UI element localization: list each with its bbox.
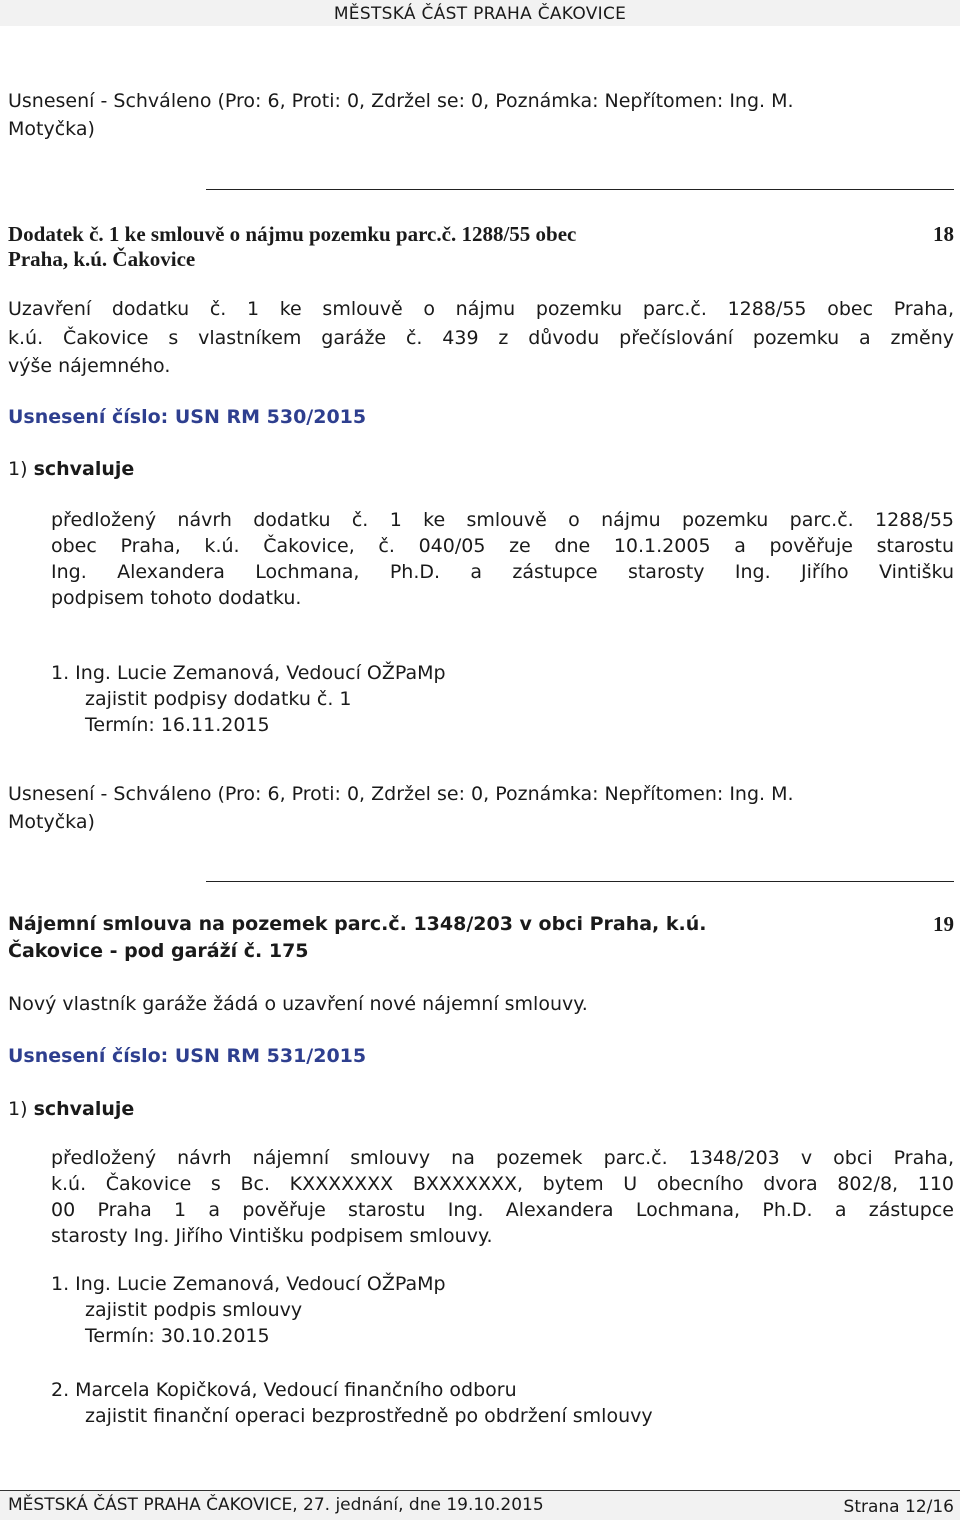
resolution-body: podpisem tohoto dodatku. bbox=[51, 587, 302, 609]
vote-result-line: Motyčka) bbox=[8, 811, 95, 833]
item-title: Nájemní smlouva na pozemek parc.č. 1348/203 v obci Praha, k.ú. bbox=[8, 913, 707, 935]
item-description: Nový vlastník garáže žádá o uzavření nové nájemní smlouvy. bbox=[8, 993, 588, 1015]
page-header bbox=[0, 0, 960, 26]
task-person: 1. Ing. Lucie Zemanová, Vedoucí OŽPaMp bbox=[51, 662, 446, 684]
resolution-body: k.ú. Čakovice s Bc. KXXXXXXX BXXXXXXX, bytem U obecního dvora 802/8, 110 bbox=[51, 1173, 954, 1195]
resolution-body: 00 Praha 1 a pověřuje starostu Ing. Alexandera Lochmana, Ph.D. a zástupce bbox=[51, 1199, 954, 1221]
task-action: zajistit finanční operaci bezprostředně po obdržení smlouvy bbox=[85, 1405, 653, 1427]
approve-number: 1) bbox=[8, 1098, 28, 1120]
resolution-body: starosty Ing. Jiřího Vintišku podpisem smlouvy. bbox=[51, 1225, 493, 1247]
resolution-body: Ing. Alexandera Lochmana, Ph.D. a zástupce starosty Ing. Jiřího Vintišku bbox=[51, 561, 954, 583]
resolution-body: předložený návrh dodatku č. 1 ke smlouvě o nájmu pozemku parc.č. 1288/55 bbox=[51, 509, 954, 531]
resolution-number: Usnesení číslo: USN RM 530/2015 bbox=[8, 406, 367, 428]
resolution-body: obec Praha, k.ú. Čakovice, č. 040/05 ze dne 10.1.2005 a pověřuje starostu bbox=[51, 535, 954, 557]
item-title: Čakovice - pod garáží č. 175 bbox=[8, 940, 309, 962]
resolution-number: Usnesení číslo: USN RM 531/2015 bbox=[8, 1045, 367, 1067]
item-description: výše nájemného. bbox=[8, 355, 171, 377]
section-divider bbox=[206, 881, 954, 882]
footer-meeting-info: MĚSTSKÁ ČÁST PRAHA ČAKOVICE, 27. jednání, dne 19.10.2015 bbox=[8, 1495, 544, 1515]
task-deadline: Termín: 30.10.2015 bbox=[85, 1325, 270, 1347]
page-number: Strana 12/16 bbox=[843, 1497, 954, 1517]
approve-number: 1) bbox=[8, 458, 28, 480]
task-deadline: Termín: 16.11.2015 bbox=[85, 714, 270, 736]
approve-label: schvaluje bbox=[33, 1098, 135, 1120]
item-description: k.ú. Čakovice s vlastníkem garáže č. 439 z důvodu přečíslování pozemku a změny bbox=[8, 327, 954, 349]
vote-result-line: Motyčka) bbox=[8, 118, 95, 140]
task-person: 2. Marcela Kopičková, Vedoucí finančního odboru bbox=[51, 1379, 517, 1401]
task-person: 1. Ing. Lucie Zemanová, Vedoucí OŽPaMp bbox=[51, 1273, 446, 1295]
approve-heading bbox=[8, 456, 134, 482]
item-number: 19 bbox=[933, 912, 954, 936]
item-title: Praha, k.ú. Čakovice bbox=[8, 247, 196, 271]
approve-label: schvaluje bbox=[33, 458, 135, 480]
approve-heading bbox=[8, 1096, 134, 1122]
task-action: zajistit podpisy dodatku č. 1 bbox=[85, 688, 352, 710]
task-action: zajistit podpis smlouvy bbox=[85, 1299, 303, 1321]
vote-result-line: Usnesení - Schváleno (Pro: 6, Proti: 0, Zdržel se: 0, Poznámka: Nepřítomen: Ing. M. bbox=[8, 90, 794, 112]
resolution-body: předložený návrh nájemní smlouvy na pozemek parc.č. 1348/203 v obci Praha, bbox=[51, 1147, 954, 1169]
item-description: Uzavření dodatku č. 1 ke smlouvě o nájmu pozemku parc.č. 1288/55 obec Praha, bbox=[8, 298, 954, 320]
header-title: MĚSTSKÁ ČÁST PRAHA ČAKOVICE bbox=[333, 4, 627, 24]
section-divider bbox=[206, 189, 954, 190]
item-title: Dodatek č. 1 ke smlouvě o nájmu pozemku parc.č. 1288/55 obec bbox=[8, 222, 577, 246]
item-number: 18 bbox=[933, 222, 954, 246]
vote-result-line: Usnesení - Schváleno (Pro: 6, Proti: 0, Zdržel se: 0, Poznámka: Nepřítomen: Ing. M. bbox=[8, 783, 794, 805]
